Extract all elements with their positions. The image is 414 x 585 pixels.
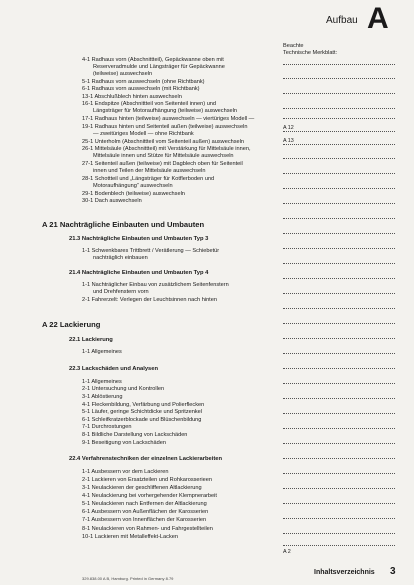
section-a21-title: A 21 Nachträgliche Einbauten und Umbauten	[42, 220, 205, 229]
footer-print-info: 329.838.00 A B, Hamburg. Printed in Germany 8.79	[82, 576, 174, 581]
toc-item: Motoraufhängung“ auswechseln	[93, 183, 173, 189]
toc-item: 30-1 Dach auswechseln	[82, 198, 142, 204]
subsection-22-3-title: 22.3 Lackschäden und Analysen	[69, 366, 159, 372]
toc-item: 4-1 Radhaus vorn (Abschnittteil), Gepäckwanne oben mit	[82, 57, 224, 63]
subsection-22-4-title: 22.4 Verfahrenstechniken der einzelnen Lackierarbeiten	[69, 456, 223, 462]
toc-item: 1-1 Nachträglicher Einbau von zusätzlichem Seitenfenstern	[82, 282, 229, 288]
toc-item: 5-1 Radhaus vorn auswechseln (ohne Richtbank)	[82, 79, 205, 85]
toc-item: 2-1 Fahrerzelt: Verlegen der Leuchtsinnen nach hinten	[82, 297, 217, 303]
toc-item: 13-1 Abschlußblech hinten auswechseln	[82, 94, 182, 100]
toc-item: 6-1 Ausbessern von Außenflächen der Karosserien	[82, 509, 209, 515]
notes-subtitle: Technische Merkblatt:	[283, 50, 338, 57]
toc-item: 17-1 Radhaus hinten (teilweise) auswechseln — viertüriges Modell —	[82, 116, 255, 122]
toc-item: 27-1 Seitenteil außen (teilweise) mit Dagblech oben für Seitenteil	[82, 161, 243, 167]
toc-item: 26-1 Mittelsäule (Abschnittteil) mit Verstärkung für Mittelsäule innen,	[82, 146, 251, 152]
toc-item: 10-1 Lackieren mit Metalleffekt-Lacken	[82, 534, 178, 540]
toc-item: 16-1 Endspitze (Abschnittteil von Seitenteil innen) und	[82, 101, 217, 107]
toc-item: 9-1 Beseitigung von Lackschäden	[82, 440, 166, 446]
subsection-21-3-title: 21.3 Nachträgliche Einbauten und Umbauten Typ 3	[69, 236, 209, 242]
section-letter: A	[367, 2, 389, 35]
toc-item: 8-1 Bildliche Darstellung von Lackschäden	[82, 432, 188, 438]
notes-header	[283, 43, 337, 57]
toc-item: 6-1 Radhaus vorn auswechseln (mit Richtbank)	[82, 86, 200, 92]
toc-item: 3-1 Ablöstierung	[82, 394, 123, 400]
toc-item: innen und Teilen der Mittelsäule auswechseln	[93, 168, 206, 174]
toc-item: 7-1 Ausbessern von Innenflächen der Karosserien	[82, 517, 207, 523]
toc-item: 19-1 Radhaus hinten und Seitenteil außen (teilweise) auswechseln	[82, 124, 248, 130]
toc-item: 6-1 Schleifkratzerblockade und Blüschenbildung	[82, 417, 202, 423]
subsection-21-4-title: 21.4 Nachträgliche Einbauten und Umbauten Typ 4	[69, 270, 209, 276]
footer-title: Inhaltsverzeichnis	[314, 569, 375, 576]
toc-item: 1-1 Ausbessern vor dem Lackieren	[82, 469, 169, 475]
notes-label: Beachte	[283, 43, 304, 49]
toc-item: Längsträger für Motoraufhängung (teilweise) auswechseln	[93, 108, 237, 114]
side-ref-a13: A 13	[283, 138, 294, 144]
toc-item: 3-1 Neulackieren der geschliffenen Altlackierung	[82, 485, 202, 491]
side-ref-a2: A 2	[283, 549, 291, 555]
toc-item: 7-1 Durchrostungen	[82, 424, 132, 430]
toc-item: 5-1 Läufer, geringe Schichtdicke und Spritzenkel	[82, 409, 203, 415]
header-title: Aufbau	[326, 15, 358, 26]
toc-item: 5-1 Neulackieren nach Entfernen der Altlackierung	[82, 501, 207, 507]
toc-item: (teilweise) auswechseln	[93, 71, 153, 77]
toc-item: 28-1 Schottteil und „Längsträger für Kotflerboden und	[82, 176, 215, 182]
toc-item: nachträglich einbauen	[93, 255, 148, 261]
toc-item: 25-1 Unterholm (Abschnittteil vom Seitenteil außen) auswechseln	[82, 139, 244, 145]
toc-item: 1-1 Allgemeines	[82, 349, 122, 355]
section-a22-title: A 22 Lackierung	[42, 320, 101, 329]
toc-item: und Drehfenstern vorn	[93, 289, 149, 295]
side-ref-a12: A 12	[283, 125, 294, 131]
toc-item: 4-1 Fleckenbildung, Verfärbung und Polierflecken	[82, 402, 205, 408]
toc-item: 1-1 Schwenkbares Trittbrett / Verätlerung — Schiebetür	[82, 248, 220, 254]
toc-item: 8-1 Neulackieren von Rahmen- und Fahrgestellteilen	[82, 526, 213, 532]
toc-item: Reserveradmulde und Längsträger für Gepäckwanne	[93, 64, 225, 70]
page-number: 3	[390, 566, 396, 577]
toc-item: 4-1 Neulackierung bei vorhergehender Klempnerarbeit	[82, 493, 217, 499]
toc-item: 2-1 Lackieren von Ersatzteilen und Rohkarosserieen	[82, 477, 212, 483]
toc-item: 1-1 Allgemeines	[82, 379, 122, 385]
toc-item: — zweitüriges Modell — ohne Richtbank	[93, 131, 194, 137]
subsection-22-1-title: 22.1 Lackierung	[69, 337, 113, 343]
toc-item: 29-1 Bodenblech (teilweise) auswechseln	[82, 191, 185, 197]
toc-item: 2-1 Untersuchung und Kontrollen	[82, 386, 165, 392]
toc-item: Mittelsäule innen und Stütze für Mittelsäule auswechseln	[93, 153, 234, 159]
